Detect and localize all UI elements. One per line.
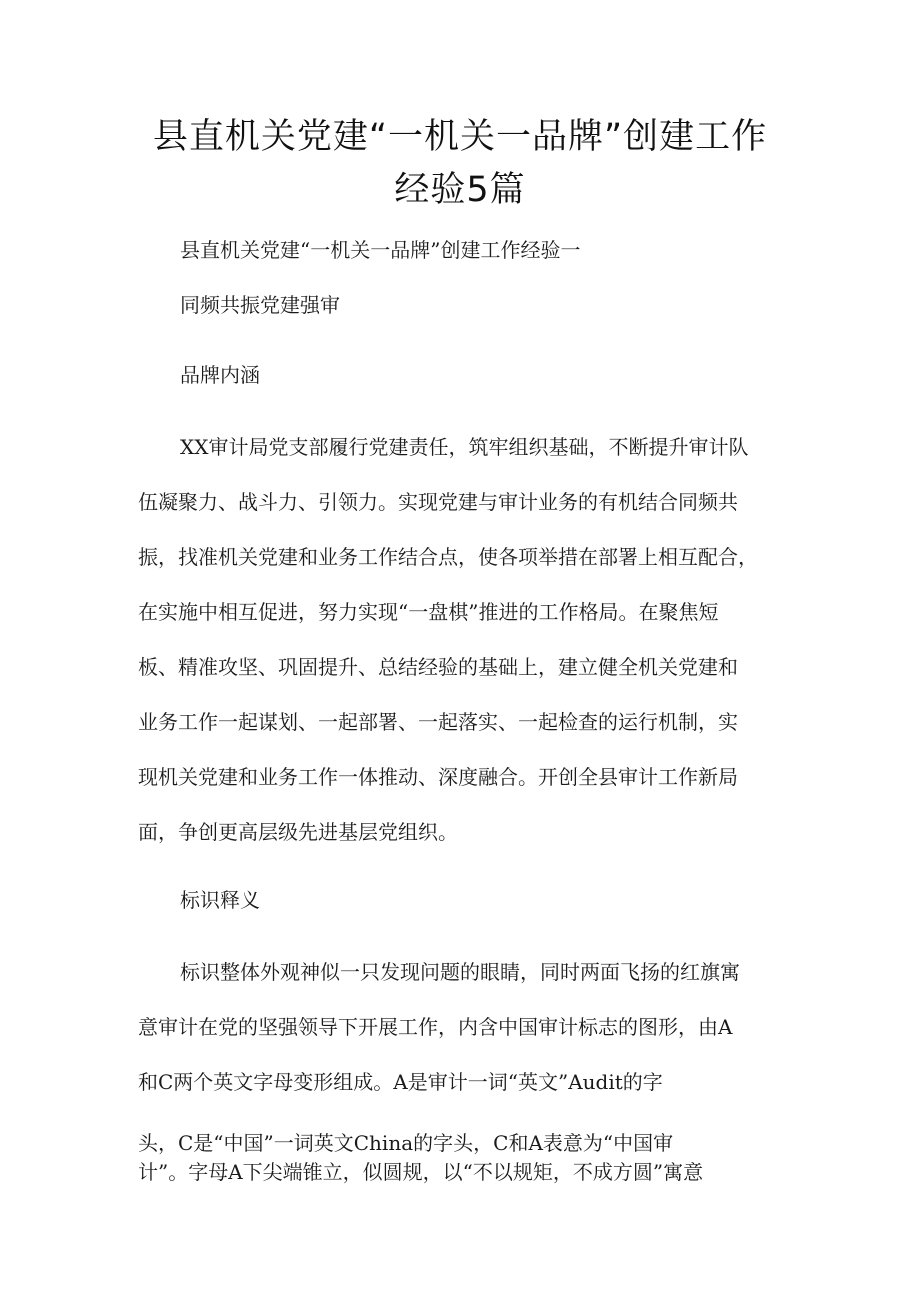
heading-brand-connotation: 品牌内涵 — [180, 363, 260, 387]
paragraph-line: 和C两个英文字母变形组成。A是审计一词“英文”Audit的字 — [138, 1070, 663, 1094]
paragraph-line: XX审计局党支部履行党建责任，筑牢组织基础，不断提升审计队 — [180, 435, 749, 459]
paragraph-line: 面，争创更高层级先进基层党组织。 — [138, 820, 458, 844]
document-title-line-2: 经验5篇 — [394, 170, 526, 210]
paragraph-line: 计”。字母A下尖端锥立，似圆规，以“不以规矩，不成方圆”寓意 — [138, 1160, 704, 1184]
paragraph-line: 板、精准攻坚、巩固提升、总结经验的基础上，建立健全机关党建和 — [138, 655, 738, 679]
section-title: 同频共振党建强审 — [180, 293, 340, 317]
paragraph-line: 振，找准机关党建和业务工作结合点，使各项举措在部署上相互配合， — [138, 545, 758, 569]
paragraph-line: 意审计在党的坚强领导下开展工作，内含中国审计标志的图形，由A — [138, 1015, 733, 1039]
paragraph-line: 头，C是“中国”一词英文China的字头，C和A表意为“中国审 — [138, 1131, 674, 1155]
document-subtitle: 县直机关党建“一机关一品牌”创建工作经验一 — [180, 238, 581, 262]
paragraph-line: 业务工作一起谋划、一起部署、一起落实、一起检查的运行机制，实 — [138, 710, 738, 734]
paragraph-line: 现机关党建和业务工作一体推动、深度融合。开创全县审计工作新局 — [138, 765, 738, 789]
document-title-line-1: 县直机关党建“一机关一品牌”创建工作 — [152, 117, 768, 157]
paragraph-line: 标识整体外观神似一只发现问题的眼睛，同时两面飞扬的红旗寓 — [180, 960, 740, 984]
paragraph-line: 在实施中相互促进，努力实现“一盘棋”推进的工作格局。在聚焦短 — [138, 600, 719, 624]
heading-logo-meaning: 标识释义 — [180, 888, 260, 912]
paragraph-line: 伍凝聚力、战斗力、引领力。实现党建与审计业务的有机结合同频共 — [138, 490, 738, 514]
